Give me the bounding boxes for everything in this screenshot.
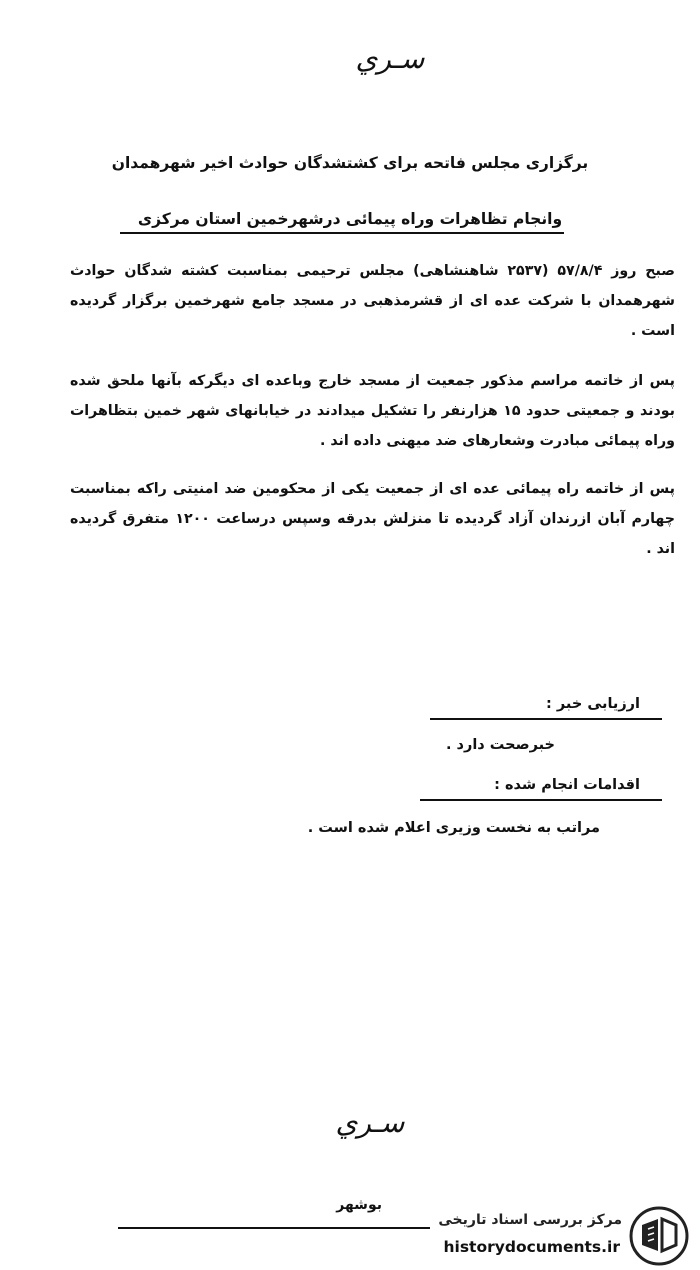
- report-paragraph-3: پس از خاتمه راه پیمائی عده ای از جمعیت یکی از محکومین ضد امنیتی راکه بمناسبت چهارم آبان ازرندان آزاد گردیده تا منزلش بدرقه وسپس درساعت ۱۲۰۰ متفرق گردیده اند .: [70, 481, 676, 557]
- classification-stamp-bottom: سـري: [335, 1106, 405, 1139]
- assessment-underline: [430, 718, 662, 720]
- actions-label: اقدامات انجام شده :: [494, 777, 640, 793]
- assessment-label: ارزیابی خبر :: [546, 696, 640, 712]
- document-title-line-1: برگزاری مجلس فاتحه برای کشتشدگان حوادث اخیر شهرهمدان: [111, 154, 589, 172]
- document-title-line-2: وانجام تظاهرات وراه پیمائی درشهرخمین استان مرکزی: [137, 210, 563, 228]
- actions-underline: [420, 799, 662, 801]
- title-underline: [120, 232, 564, 234]
- archive-logo-icon: [628, 1205, 690, 1267]
- classification-stamp-top: سـري: [355, 42, 425, 75]
- watermark-url: historydocuments.ir: [443, 1238, 620, 1256]
- assessment-value: خبرصحت دارد .: [445, 737, 555, 753]
- report-paragraph-1: صبح روز ۵۷/۸/۴ (۲۵۳۷ شاهنشاهی) مجلس ترحیمی بمناسبت کشته شدگان حوادث شهرهمدان با شرکت عده ای از قشرمذهبی در مسجد جامع شهرخمین برگزار گردیده است .: [70, 263, 675, 339]
- report-paragraph-2: پس از خاتمه مراسم مذکور جمعیت از مسجد خارج وباعده ای دیگرکه بآنها ملحق شده بودند و جمعیتی حدود ۱۵ هزارنفر را تشکیل میدادند در خیابانهای شهر خمین بتظاهرات وراه پیمائی مبادرت وشعارهای ضد میهنی داده اند .: [70, 373, 675, 449]
- recipient-label: بوشهر: [336, 1197, 382, 1213]
- actions-value: مراتب به نخست وزیری اعلام شده است .: [307, 820, 600, 836]
- recipient-underline: [118, 1227, 430, 1229]
- watermark-name: مرکز بررسی اسناد تاریخی: [438, 1212, 622, 1228]
